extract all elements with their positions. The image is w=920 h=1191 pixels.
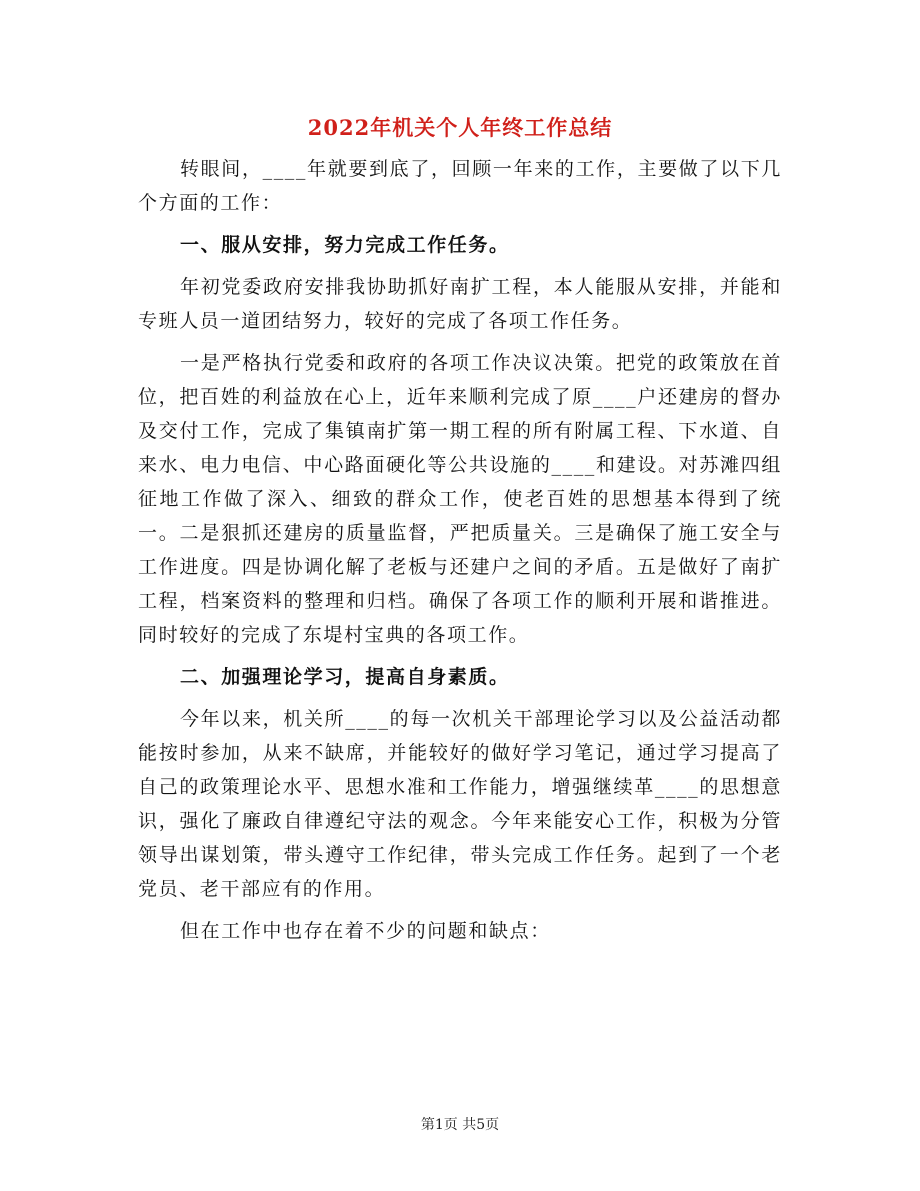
section-1-paragraph-2: 一是严格执行党委和政府的各项工作决议决策。把党的政策放在首位，把百姓的利益放在心上，近年来顺利完成了原____户还建房的督办及交付工作，完成了集镇南扩第一期工程的所有附属工程、下水道、自来水、电力电信、中心路面硬化等公共设施的____和建设。对苏滩四组征地工作做了深入、细致的群众工作，使老百姓的思想基本得到了统一。二是狠抓还建房的质量监督，严把质量关。三是确保了施工安全与工作进度。四是协调化解了老板与还建户之间的矛盾。五是做好了南扩工程，档案资料的整理和归档。确保了各项工作的顺利开展和谐推进。同时较好的完成了东堤村宝典的各项工作。	[138, 352, 782, 646]
document-body	[138, 152, 782, 948]
problems-paragraph: 但在工作中也存在着不少的问题和缺点：	[180, 920, 551, 942]
page-footer: 第1页 共5页	[420, 1117, 500, 1133]
section-heading-1: 一、服从安排，努力完成工作任务。	[180, 234, 510, 256]
section-2-paragraph-1: 今年以来，机关所____的每一次机关干部理论学习以及公益活动都能按时参加，从来不缺席，并能较好的做好学习笔记，通过学习提高了自己的政策理论水平、思想水准和工作能力，增强继续革____的思想意识，强化了廉政自律遵纪守法的观念。今年来能安心工作，积极为分管领导出谋划策，带头遵守工作纪律，带头完成工作任务。起到了一个老党员、老干部应有的作用。	[138, 708, 782, 900]
section-1-paragraph-1: 年初党委政府安排我协助抓好南扩工程，本人能服从安排，并能和专班人员一道团结努力，较好的完成了各项工作任务。	[138, 276, 782, 332]
intro-paragraph: 转眼间，____年就要到底了，回顾一年来的工作，主要做了以下几个方面的工作：	[138, 158, 782, 214]
section-heading-2: 二、加强理论学习，提高自身素质。	[180, 666, 510, 688]
document-title: 2022年机关个人年终工作总结	[307, 115, 613, 140]
